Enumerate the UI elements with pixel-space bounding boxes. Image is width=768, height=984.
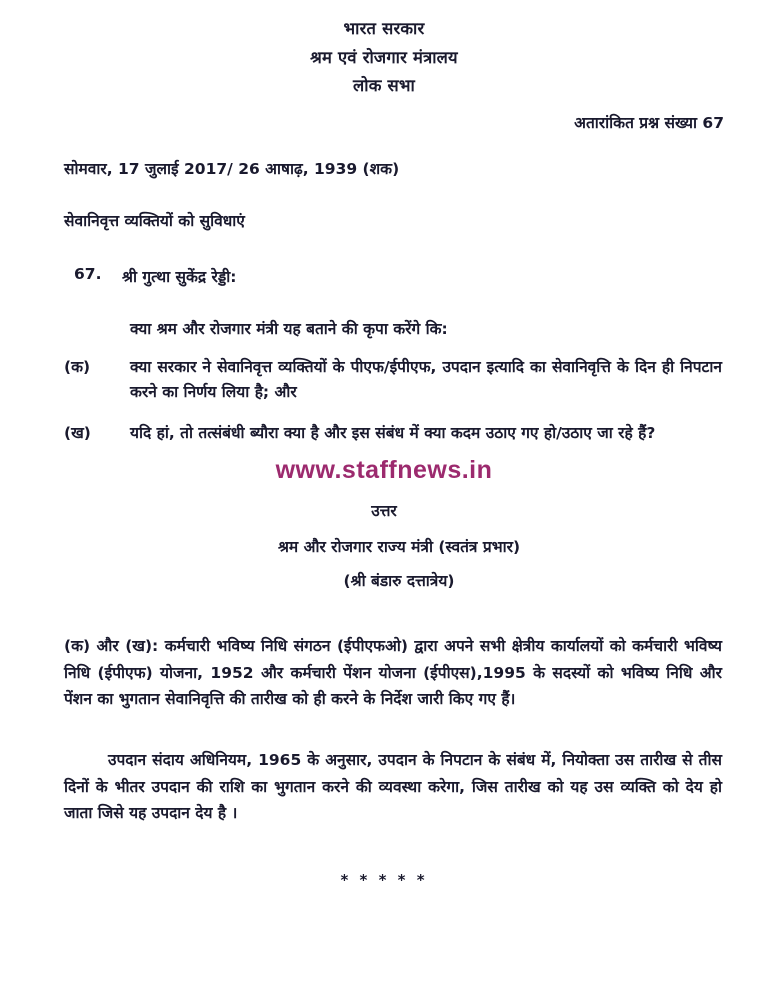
header-line-house: लोक सभा <box>353 76 415 96</box>
site-watermark: www.staffnews.in <box>275 456 493 485</box>
lead-in-text: क्या श्रम और रोजगार मंत्री यह बताने की कृपा करेंगे कि: <box>130 319 448 338</box>
answer-paragraph-1: (क) और (ख): कर्मचारी भविष्य निधि संगठन (ईपीएफओ) द्वारा अपने सभी क्षेत्रीय कार्यालयों को कर्मचारी भविष्य निधि (ईपीएफ) योजना, 1952 और कर्मचारी पेंशन योजना (ईपीएस),1995 के सदस्यों को भविष्य निधि और पेंशन का भुगतान सेवानिवृत्ति की तारीख को ही करने के निर्देश जारी किए गए हैं। <box>64 637 722 709</box>
question-text-b: यदि हां, तो तत्संबंधी ब्यौरा क्या है और इस संबंध में क्या कदम उठाए गए हो/उठाए जा रहे हैं? <box>130 423 656 442</box>
header-line-ministry: श्रम एवं रोजगार मंत्रालय <box>310 47 458 67</box>
header-line-government: भारत सरकार <box>343 19 425 38</box>
asker-name: श्री गुत्था सुकेंद्र रेड्डी: <box>122 267 237 286</box>
question-subject: सेवानिवृत्त व्यक्तियों को सुविधाएं <box>64 211 245 230</box>
question-item-a <box>40 355 728 405</box>
answer-minister-title: श्रम और रोजगार राज्य मंत्री (स्वतंत्र प्रभार) <box>277 538 521 557</box>
question-text-a: क्या सरकार ने सेवानिवृत्त व्यक्तियों के पीएफ/ईपीएफ, उपदान इत्यादि का सेवानिवृत्ति के दिन ही निपटान करने का निर्णय लिया है; और <box>130 357 722 401</box>
asker-row <box>40 265 728 287</box>
question-number-label: अतारांकित प्रश्न संख्या 67 <box>574 113 724 132</box>
footer-star-marker: * * * * * <box>340 870 428 889</box>
question-marker-b: (ख) <box>64 423 91 442</box>
answer-heading: उत्तर <box>371 502 397 521</box>
session-date-line: सोमवार, 17 जुलाई 2017/ 26 आषाढ़, 1939 (शक) <box>64 159 400 178</box>
question-item-b <box>40 421 728 446</box>
answer-paragraph-2: उपदान संदाय अधिनियम, 1965 के अनुसार, उपदान के निपटान के संबंध में, नियोक्ता उस तारीख से तीस दिनों के भीतर उपदान की राशि का भुगतान करने की व्यवस्था करेगा, जिस तारीख को यह उस व्यक्ति को देय हो जाता जिसे यह उपदान देय है । <box>64 750 722 823</box>
answer-minister-name: (श्री बंडारु दत्तात्रेय) <box>343 572 455 591</box>
question-marker-a: (क) <box>64 357 91 376</box>
asker-number: 67. <box>74 264 102 283</box>
